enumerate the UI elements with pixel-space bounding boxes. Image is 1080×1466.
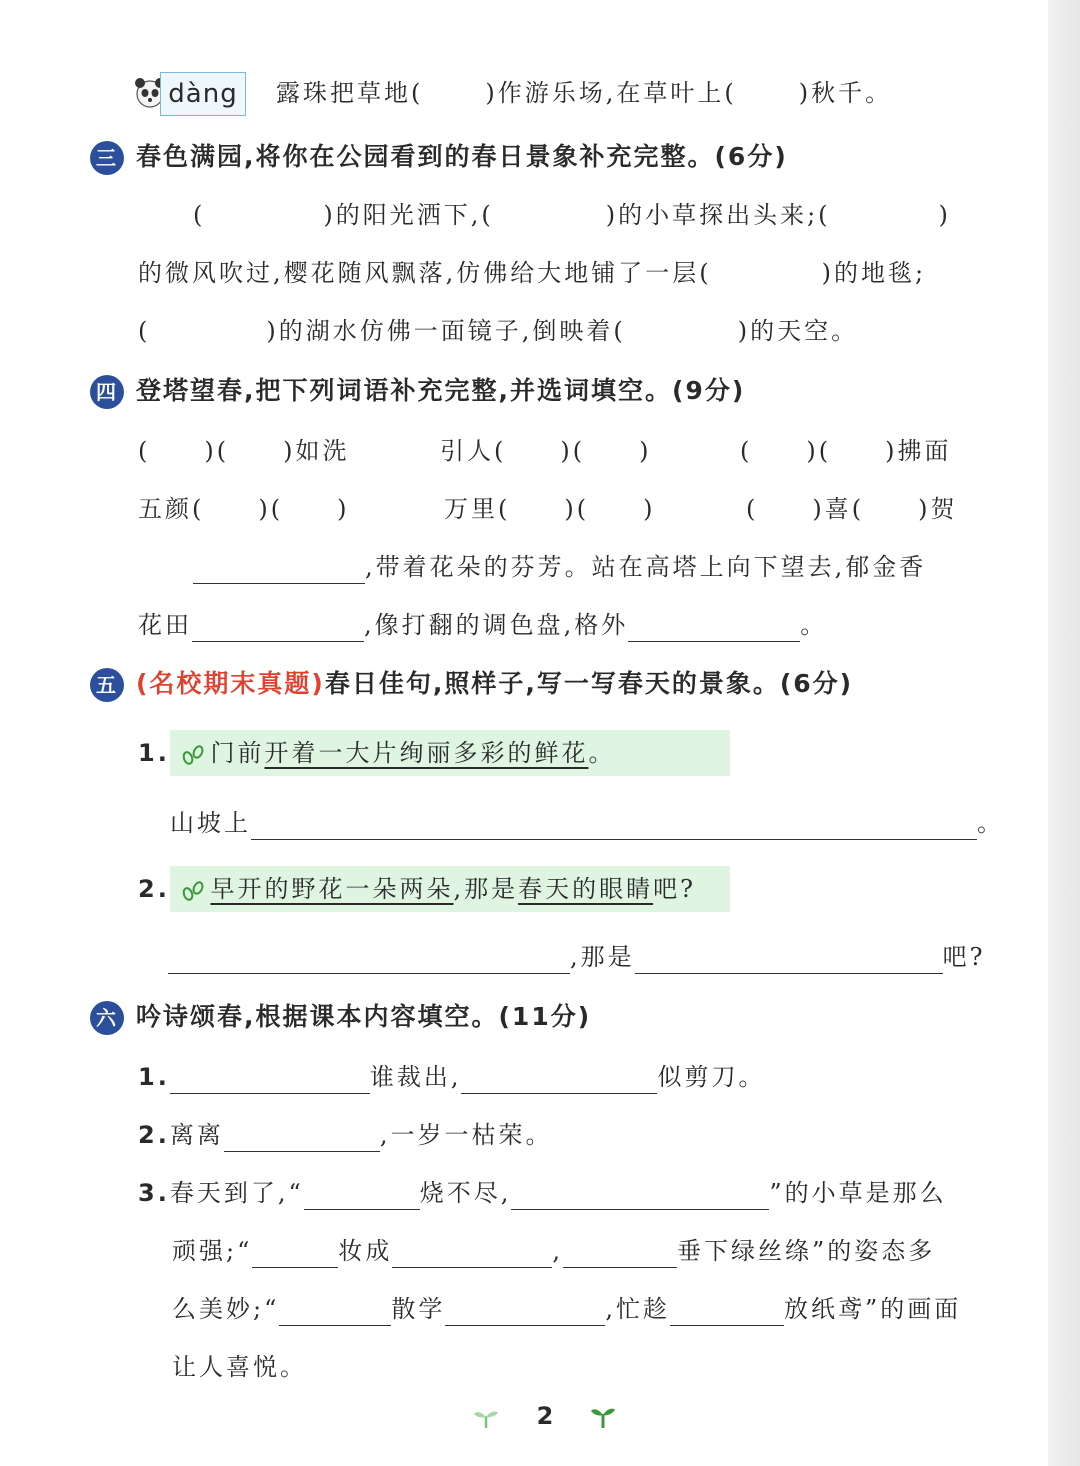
idiom-5: 万里( )( ) [444, 495, 656, 523]
section-badge: 三 [90, 141, 124, 175]
example-1: 1. 门前开着一大片绚丽多彩的鲜花。 [138, 739, 616, 767]
answer-blank [170, 1063, 370, 1094]
answer-blank [511, 1179, 769, 1210]
answer-blank [192, 611, 364, 642]
source-tag: (名校期末真题) [136, 669, 325, 698]
page-footer [470, 1398, 620, 1434]
poem-q3-line-4: 让人喜悦。 [172, 1353, 307, 1381]
section-badge: 五 [90, 668, 124, 702]
s3-line-1: ( )的阳光洒下,( )的小草探出头来;( ) [193, 201, 951, 229]
idiom-3: ( )( )拂面 [740, 437, 952, 465]
poem-q2: 2.离离 ,一岁一枯荣。 [138, 1118, 552, 1152]
leaf-icon [180, 880, 206, 902]
section-badge: 六 [90, 1001, 124, 1035]
answer-blank [168, 943, 570, 974]
s4-fill-line-2: 花田 ,像打翻的调色盘,格外 。 [138, 608, 827, 642]
poem-q1: 1. 谁裁出, 似剪刀。 [138, 1060, 765, 1094]
idiom-6: ( )喜( )贺 [746, 495, 958, 523]
answer-blank [251, 809, 977, 840]
section-6-heading: 六 吟诗颂春,根据课本内容填空。(11分) [90, 1000, 591, 1035]
s3-line-2: 的微风吹过,樱花随风飘落,仿佛给大地铺了一层( )的地毯; [138, 259, 927, 287]
leaf-icon [180, 744, 206, 766]
sprout-icon [472, 1406, 500, 1428]
answer-blank [461, 1063, 657, 1094]
answer-2-line: ,那是 吧? [168, 940, 986, 974]
answer-blank [628, 611, 800, 642]
answer-blank [670, 1295, 784, 1326]
example-2: 2. 早开的野花一朵两朵,那是春天的眼睛吧? [138, 875, 696, 903]
section-4-heading: 四 登塔望春,把下列词语补充完整,并选词填空。(9分) [90, 374, 745, 409]
s3-line-3: ( )的湖水仿佛一面镜子,倒映着( )的天空。 [138, 317, 859, 345]
s4-fill-line-1: ,带着花朵的芬芳。站在高塔上向下望去,郁金香 [193, 550, 926, 584]
poem-q3-line-3: 么美妙;“ 散学 ,忙趁 放纸鸢”的画面 [172, 1292, 961, 1326]
answer-blank [445, 1295, 605, 1326]
answer-blank [193, 553, 365, 584]
top-sentence: 露珠把草地( )作游乐场,在草叶上( )秋千。 [276, 79, 893, 107]
idiom-1: ( )( )如洗 [138, 437, 350, 465]
section-5-heading: 五 (名校期末真题)春日佳句,照样子,写一写春天的景象。(6分) [90, 667, 853, 702]
poem-q3-line-1: 3.春天到了,“ 烧不尽, ”的小草是那么 [138, 1176, 947, 1210]
pinyin-box: dàng [160, 72, 246, 116]
section-badge: 四 [90, 375, 124, 409]
answer-1-line: 山坡上 。 [170, 806, 1004, 840]
answer-blank [304, 1179, 420, 1210]
idiom-4: 五颜( )( ) [138, 495, 350, 523]
answer-blank [635, 943, 943, 974]
answer-blank [392, 1237, 552, 1268]
poem-q3-line-2: 顽强;“ 妆成 , 垂下绿丝绦”的姿态多 [172, 1234, 935, 1268]
answer-blank [224, 1121, 380, 1152]
idiom-2: 引人( )( ) [440, 437, 652, 465]
page-edge [1048, 0, 1080, 1466]
sprout-icon [590, 1404, 616, 1428]
answer-blank [563, 1237, 677, 1268]
section-3-heading: 三 春色满园,将你在公园看到的春日景象补充完整。(6分) [90, 140, 788, 175]
page-number: 2 [536, 1402, 554, 1430]
answer-blank [252, 1237, 338, 1268]
answer-blank [279, 1295, 391, 1326]
